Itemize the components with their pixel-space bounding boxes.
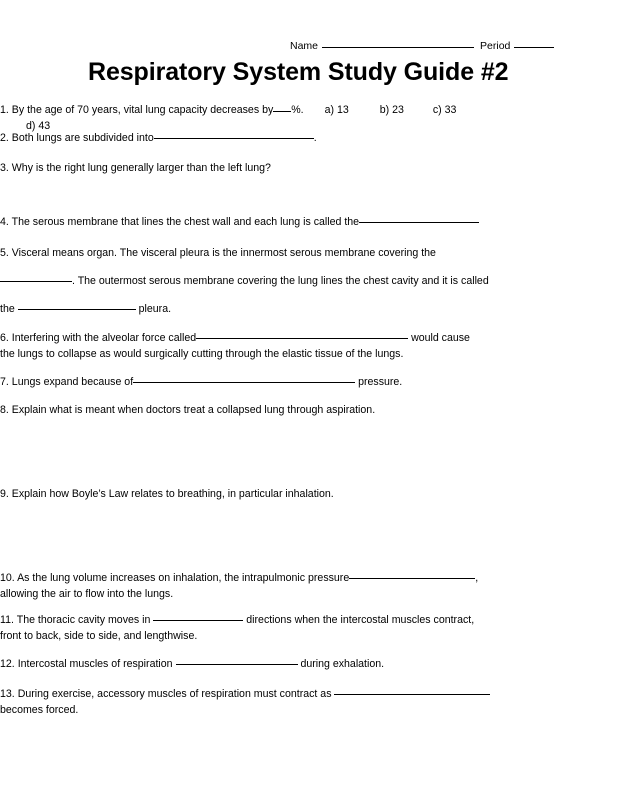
- page-title: Respiratory System Study Guide #2: [88, 58, 509, 86]
- question-2: [0, 131, 500, 147]
- question-7-blank[interactable]: [133, 382, 355, 383]
- question-1-text: By the age of 70 years, vital lung capacity decreases by: [11, 104, 274, 116]
- question-7-number: 7.: [0, 376, 9, 388]
- question-1-number: 1.: [0, 104, 9, 116]
- question-5-line3: [0, 302, 500, 318]
- question-4-blank[interactable]: [359, 222, 479, 223]
- question-1: [0, 103, 500, 134]
- question-6-number: 6.: [0, 332, 9, 344]
- question-12-number: 12.: [0, 658, 15, 670]
- question-3: [0, 161, 500, 177]
- period-blank-line[interactable]: [514, 47, 554, 48]
- question-10-line2: allowing the air to flow into the lungs.: [0, 587, 174, 600]
- question-12-text: Intercostal muscles of respiration: [17, 658, 173, 670]
- question-10-text-after: ,: [475, 572, 479, 584]
- question-5-line3-before: the: [0, 303, 15, 315]
- question-11: [0, 613, 500, 644]
- question-8-text: Explain what is meant when doctors treat a collapsed lung through aspiration.: [11, 404, 376, 416]
- question-2-number: 2.: [0, 132, 9, 144]
- question-4: [0, 215, 500, 231]
- question-8-number: 8.: [0, 404, 9, 416]
- question-5-blank-1[interactable]: [0, 281, 72, 282]
- question-12-text-after: during exhalation.: [300, 658, 385, 670]
- question-10-blank[interactable]: [349, 578, 475, 579]
- question-3-number: 3.: [0, 162, 9, 174]
- question-5-line1: Visceral means organ. The visceral pleura is the innermost serous membrane covering the: [11, 247, 436, 259]
- question-9-text: Explain how Boyle’s Law relates to breathing, in particular inhalation.: [11, 488, 334, 500]
- question-13-text: During exercise, accessory muscles of respiration must contract as: [17, 688, 332, 700]
- question-9-number: 9.: [0, 488, 9, 500]
- question-6-text-after: would cause: [411, 332, 470, 344]
- question-7-text-after: pressure.: [358, 376, 403, 388]
- question-2-blank[interactable]: [154, 138, 314, 139]
- question-6: [0, 331, 500, 362]
- question-5-line3-after: pleura.: [138, 303, 172, 315]
- question-13-blank[interactable]: [334, 694, 490, 695]
- question-5-blank-2[interactable]: [18, 309, 136, 310]
- question-10: [0, 571, 500, 602]
- question-11-text: The thoracic cavity moves in: [16, 614, 151, 626]
- question-8: [0, 403, 500, 419]
- question-11-blank[interactable]: [153, 620, 243, 621]
- question-13: [0, 687, 500, 718]
- period-label: Period: [480, 40, 511, 52]
- question-5: [0, 246, 500, 262]
- question-1-choice-b[interactable]: b) 23: [379, 104, 404, 116]
- question-4-text: The serous membrane that lines the chest wall and each lung is called the: [11, 216, 360, 228]
- question-1-text-after: %.: [291, 104, 304, 116]
- question-1-choice-c[interactable]: c) 33: [432, 104, 457, 116]
- question-4-number: 4.: [0, 216, 9, 228]
- question-1-blank[interactable]: [273, 111, 291, 112]
- header-name-period: [290, 40, 565, 53]
- question-7: [0, 375, 500, 391]
- question-9: [0, 487, 500, 503]
- question-6-blank[interactable]: [196, 338, 408, 339]
- question-5-line2-text: . The outermost serous membrane covering the lung lines the chest cavity and it is called: [72, 275, 489, 287]
- question-11-number: 11.: [0, 614, 14, 626]
- question-1-choice-d[interactable]: d) 43: [26, 119, 51, 132]
- question-11-line2: front to back, side to side, and lengthwise.: [0, 629, 198, 642]
- question-5-number: 5.: [0, 247, 9, 259]
- question-5-line2: [0, 274, 500, 290]
- question-1-choice-a[interactable]: a) 13: [324, 104, 349, 116]
- question-10-number: 10.: [0, 572, 15, 584]
- question-13-number: 13.: [0, 688, 15, 700]
- question-13-line2: becomes forced.: [0, 703, 79, 716]
- question-6-text: Interfering with the alveolar force called: [11, 332, 197, 344]
- question-12-blank[interactable]: [176, 664, 298, 665]
- question-11-text-after: directions when the intercostal muscles contract,: [246, 614, 475, 626]
- question-6-line2: the lungs to collapse as would surgically cutting through the elastic tissue of the lungs.: [0, 347, 404, 360]
- question-10-text: As the lung volume increases on inhalation, the intrapulmonic pressure: [17, 572, 350, 584]
- name-blank-line[interactable]: [322, 47, 474, 48]
- question-2-text: Both lungs are subdivided into: [11, 132, 154, 144]
- question-7-text: Lungs expand because of: [11, 376, 134, 388]
- question-2-text-after: .: [313, 132, 317, 144]
- name-label: Name: [290, 40, 319, 52]
- question-3-text: Why is the right lung generally larger than the left lung?: [11, 162, 271, 174]
- question-12: [0, 657, 500, 673]
